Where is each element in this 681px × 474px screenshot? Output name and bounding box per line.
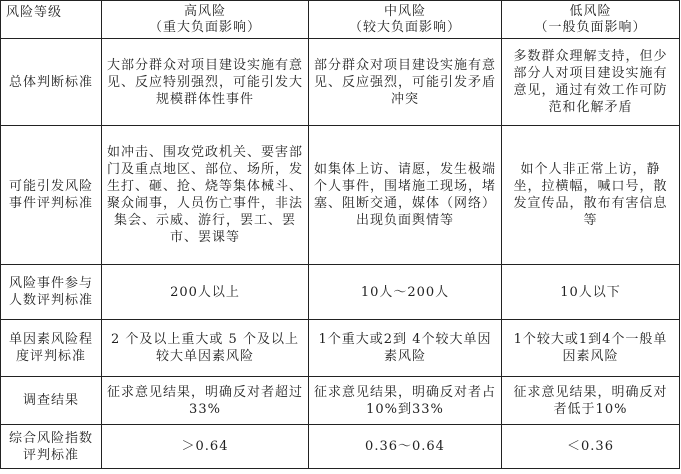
- low-title: 低风险: [569, 3, 612, 19]
- cell-mid: 征求意见结果，明确反对者占10%到33%: [309, 377, 502, 425]
- mid-title: 中风险: [383, 3, 426, 19]
- header-low: [502, 1, 680, 39]
- cell-low: 10人以下: [502, 265, 680, 320]
- cell-mid: 如集体上访、请愿，发生极端个人事件，围堵施工现场，堵塞、阻断交通，媒体（网络）出现负面舆情等: [309, 126, 502, 265]
- header-mid: [309, 1, 502, 39]
- row-label: 总体判断标准: [1, 39, 102, 126]
- row-label: 调查结果: [1, 377, 102, 425]
- header-high: [102, 1, 309, 39]
- row-label: 可能引发风险事件评判标准: [1, 126, 102, 265]
- cell-low: 如个人非正常上访，静坐，拉横幅，喊口号，散发宣传品，散布有害信息等: [502, 126, 680, 265]
- table-row: [1, 425, 680, 469]
- table-row: [1, 126, 680, 265]
- high-title: 高风险: [183, 3, 226, 19]
- row-label: 综合风险指数评判标准: [1, 425, 102, 469]
- cell-mid: 0.36～0.64: [309, 425, 502, 469]
- corner-label: 风险等级: [6, 5, 63, 20]
- table-row: [1, 39, 680, 126]
- cell-mid: 10人～200人: [309, 265, 502, 320]
- table-row: [1, 265, 680, 320]
- cell-mid: 部分群众对项目建设实施有意见、反应强烈，可能引发矛盾冲突: [309, 39, 502, 126]
- row-label: 单因素风险程度评判标准: [1, 320, 102, 377]
- mid-subtitle: （较大负面影响）: [348, 19, 461, 35]
- cell-low: 多数群众理解支持，但少部分人对项目建设实施有意见，通过有效工作可防范和化解矛盾: [502, 39, 680, 126]
- cell-high: 大部分群众对项目建设实施有意见、反应特别强烈，可能引发大规模群体性事件: [102, 39, 309, 126]
- cell-high: ＞0.64: [102, 425, 309, 469]
- high-subtitle: （重大负面影响）: [148, 19, 261, 35]
- table-row: [1, 377, 680, 425]
- cell-high: 征求意见结果，明确反对者超过33%: [102, 377, 309, 425]
- cell-high: 200人以上: [102, 265, 309, 320]
- cell-low: 1个较大或1到4个一般单因素风险: [502, 320, 680, 377]
- cell-low: 征求意见结果，明确反对者低于10%: [502, 377, 680, 425]
- table-row: [1, 320, 680, 377]
- cell-high: 2 个及以上重大或 5 个及以上较大单因素风险: [102, 320, 309, 377]
- low-subtitle: （一般负面影响）: [534, 19, 647, 35]
- cell-mid: 1个重大或2到 4个较大单因素风险: [309, 320, 502, 377]
- cell-low: ＜0.36: [502, 425, 680, 469]
- cell-high: 如冲击、围攻党政机关、要害部门及重点地区、部位、场所，发生打、砸、抢、烧等集体械斗、聚众闹事，人员伤亡事件，非法集会、示威、游行，罢工、罢市、罢课等: [102, 126, 309, 265]
- header-row: [1, 1, 680, 39]
- row-label: 风险事件参与人数评判标准: [1, 265, 102, 320]
- header-corner: [1, 1, 102, 39]
